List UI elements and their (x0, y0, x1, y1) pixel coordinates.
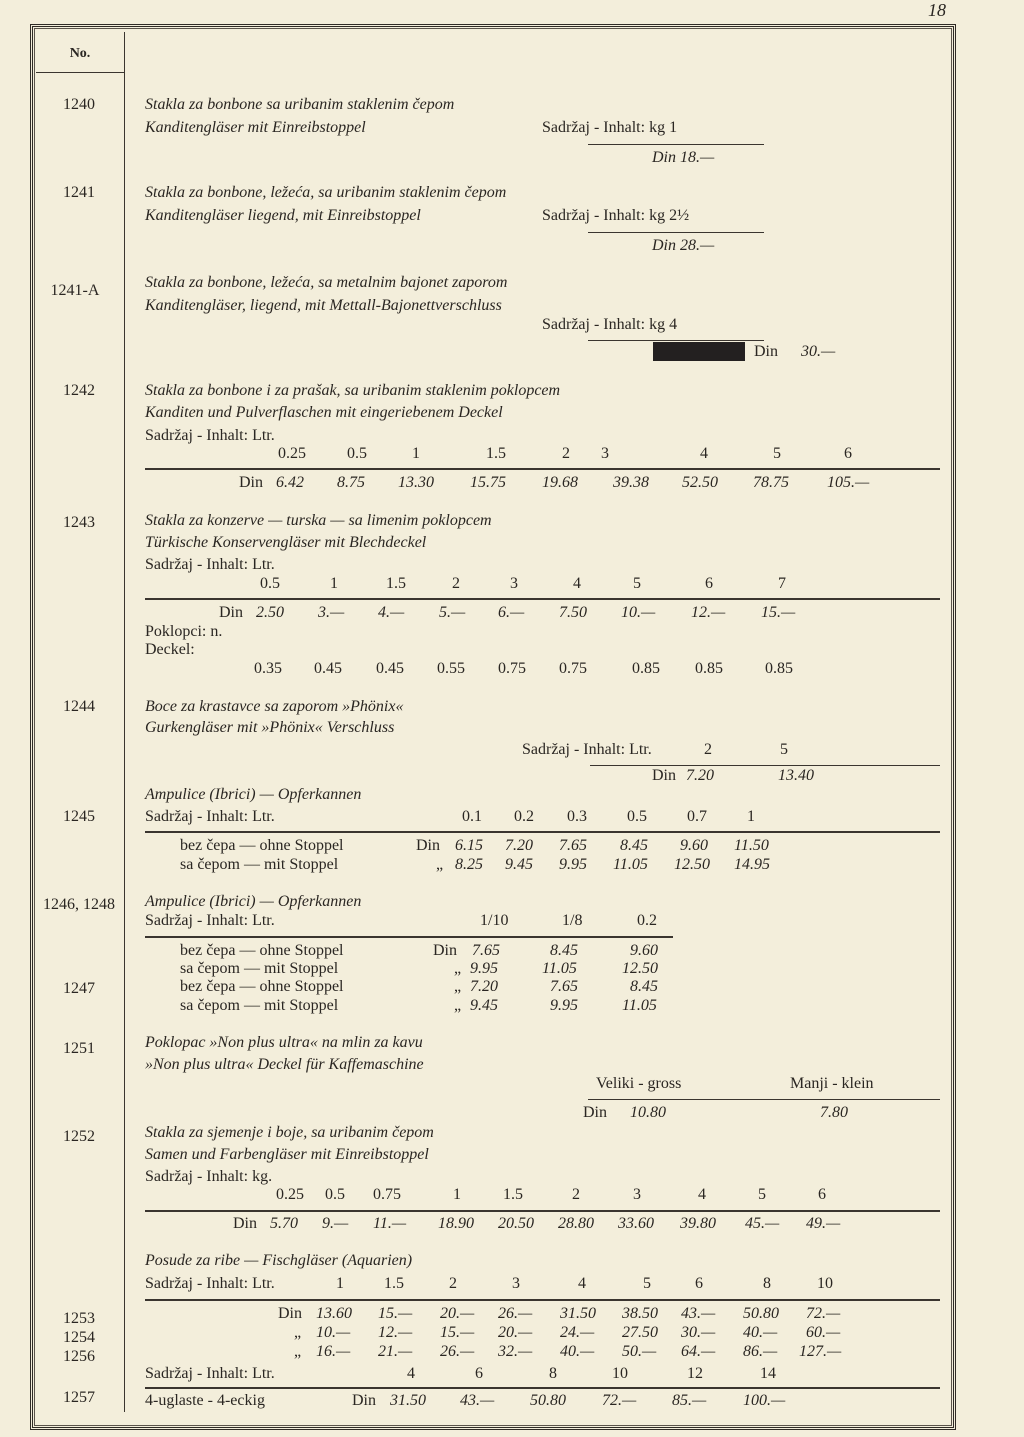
size-cell: 1/8 (562, 912, 583, 929)
price-cell: 3.— (318, 604, 345, 621)
price-cell: 9.60 (630, 942, 658, 959)
size-cell: 1.5 (386, 575, 406, 592)
price-label: Din (652, 767, 676, 784)
price-cell: 12.— (378, 1324, 413, 1341)
size-cell: 0.25 (276, 1186, 304, 1203)
item-title: Ampulice (Ibrici) — Opferkannen (145, 786, 362, 803)
price-cell: 9.95 (470, 960, 498, 977)
row-prefix: „ (294, 1324, 302, 1341)
price-cell: 45.— (745, 1215, 780, 1232)
price-cell: 50.— (622, 1343, 657, 1360)
redaction-block (653, 342, 745, 361)
price-cell: 86.— (743, 1343, 778, 1360)
capacity: Sadržaj - Inhalt: kg 1 (542, 119, 678, 136)
item-title-de: Gurkengläser mit »Phönix« Verschluss (145, 719, 395, 736)
size-cell: 1 (747, 808, 755, 825)
size-cell: 5 (780, 741, 788, 758)
price-cell: 50.80 (743, 1305, 779, 1322)
size-cell: 0.7 (687, 808, 707, 825)
size-cell: 14 (760, 1365, 776, 1382)
price-cell: 43.— (460, 1392, 495, 1409)
price-cell: 15.— (378, 1305, 413, 1322)
lids-label-de: Deckel: (145, 641, 195, 658)
size-cell: 4 (700, 445, 708, 462)
item-title-de: Kanditengläser liegend, mit Einreibstoppel (145, 207, 421, 224)
row-label: 4-uglaste - 4-eckig (145, 1392, 265, 1409)
lid-price-cell: 0.75 (498, 660, 526, 677)
size-cell: 1.5 (384, 1275, 404, 1292)
price-cell: 40.— (743, 1324, 778, 1341)
column-header-rule (36, 72, 124, 73)
row-label: sa čepom — mit Stoppel (180, 960, 339, 977)
item-number: 1244 (63, 698, 95, 715)
price-cell: 14.95 (734, 856, 770, 873)
size-cell: 0.5 (325, 1186, 345, 1203)
size-cell: 5 (773, 445, 781, 462)
price-cell: 6.— (498, 604, 525, 621)
size-cell: 0.2 (637, 912, 657, 929)
size-cell: 5 (633, 575, 641, 592)
price: Din 18.— (652, 149, 715, 166)
price-cell: 30.— (681, 1324, 716, 1341)
price-cell: 13.30 (398, 474, 434, 491)
rule (588, 144, 764, 145)
price-cell: 10.— (316, 1324, 351, 1341)
price-cell: 39.38 (613, 474, 649, 491)
price-cell: 52.50 (682, 474, 718, 491)
price-cell: 7.20 (505, 837, 533, 854)
price-cell: 15.75 (470, 474, 506, 491)
price-cell: 32.— (498, 1343, 533, 1360)
price-cell: 13.60 (316, 1305, 352, 1322)
price-cell: 72.— (806, 1305, 841, 1322)
capacity-label: Sadržaj - Inhalt: Ltr. (145, 1275, 275, 1292)
row-label: bez čepa — ohne Stoppel (180, 942, 344, 959)
price-cell: 50.80 (530, 1392, 566, 1409)
price-cell: 40.— (560, 1343, 595, 1360)
price-cell: 6.15 (455, 837, 483, 854)
item-number: 1241 (63, 184, 95, 201)
price-label: Din (352, 1392, 376, 1409)
size-cell: 4 (407, 1365, 415, 1382)
price-cell: 31.50 (560, 1305, 596, 1322)
item-title: Ampulice (Ibrici) — Opferkannen (145, 893, 362, 910)
size-cell: 2 (449, 1275, 457, 1292)
size-cell: 3 (512, 1275, 520, 1292)
price-cell: 7.50 (559, 604, 587, 621)
price-label: Din (583, 1104, 607, 1121)
size-cell: 5 (643, 1275, 651, 1292)
number-column-divider (124, 32, 125, 1412)
item-title-de: Kanditen und Pulverflaschen mit eingeriebenem Deckel (145, 404, 503, 421)
item-title-de: »Non plus ultra« Deckel für Kaffemaschine (145, 1056, 424, 1073)
item-number: 1245 (63, 808, 95, 825)
price-cell: 9.— (322, 1215, 349, 1232)
price-cell: 11.05 (613, 856, 648, 873)
row-label: sa čepom — mit Stoppel (180, 856, 339, 873)
price-cell: 20.50 (498, 1215, 534, 1232)
item-title-hr: Stakla za sjemenje i boje, sa uribanim čepom (145, 1124, 434, 1141)
price-cell: 127.— (799, 1343, 842, 1360)
size-cell: 3 (633, 1186, 641, 1203)
row-prefix: „ (454, 960, 462, 977)
rule (145, 831, 940, 833)
item-number: 1240 (63, 96, 95, 113)
item-title-hr: Stakla za bonbone sa uribanim staklenim čepom (145, 96, 455, 113)
row-label: sa čepom — mit Stoppel (180, 997, 339, 1014)
row-prefix: „ (436, 856, 444, 873)
size-cell: 4 (578, 1275, 586, 1292)
size-cell: 1.5 (503, 1186, 523, 1203)
size-cell: 1 (453, 1186, 461, 1203)
price-cell: 7.65 (472, 942, 500, 959)
lid-price-cell: 0.55 (437, 660, 465, 677)
rule (588, 1099, 940, 1100)
price-cell: 38.50 (622, 1305, 658, 1322)
capacity-label: Sadržaj - Inhalt: kg. (145, 1168, 273, 1185)
lid-price-cell: 0.45 (376, 660, 404, 677)
item-title-de: Türkische Konservengläser mit Blechdeckel (145, 534, 427, 551)
price-cell: 9.95 (559, 856, 587, 873)
size-cell: 1/10 (480, 912, 509, 929)
lid-price-cell: 0.75 (559, 660, 587, 677)
size-cell: 0.5 (347, 445, 367, 462)
row-label: bez čepa — ohne Stoppel (180, 837, 344, 854)
item-number: 1251 (63, 1040, 95, 1057)
price-label: Din (239, 474, 263, 491)
price-cell: 9.60 (680, 837, 708, 854)
rule (588, 340, 764, 341)
item-number: 1247 (63, 980, 95, 997)
price-cell: 21.— (378, 1343, 413, 1360)
price-cell: 9.95 (550, 997, 578, 1014)
item-title-hr: Stakla za bonbone, ležeća, sa uribanim staklenim čepom (145, 184, 507, 201)
capacity: Sadržaj - Inhalt: kg 2½ (542, 207, 690, 224)
lid-price-cell: 0.85 (632, 660, 660, 677)
price-cell: 8.45 (630, 978, 658, 995)
size-cell: 0.2 (514, 808, 534, 825)
price-cell: 24.— (560, 1324, 595, 1341)
price-cell: 7.20 (686, 767, 714, 784)
price-cell: 15.— (761, 604, 796, 621)
rule (145, 936, 673, 938)
item-title-hr: Stakla za bonbone i za prašak, sa uribanim staklenim poklopcem (145, 382, 561, 399)
price-cell: 16.— (316, 1343, 351, 1360)
price-cell: 39.80 (680, 1215, 716, 1232)
capacity-label: Sadržaj - Inhalt: Ltr. (145, 1365, 275, 1382)
size-cell: 7 (778, 575, 786, 592)
size-cell: 6 (844, 445, 852, 462)
lids-label-hr: Poklopci: n. (145, 623, 223, 640)
size-cell: 6 (475, 1365, 483, 1382)
size-cell: 6 (695, 1275, 703, 1292)
capacity: Sadržaj - Inhalt: kg 4 (542, 316, 678, 333)
rule (590, 765, 940, 766)
price-cell: 43.— (681, 1305, 716, 1322)
price-label: Din (754, 343, 778, 360)
capacity-label: Sadržaj - Inhalt: Ltr. (145, 808, 275, 825)
price-cell: 33.60 (618, 1215, 654, 1232)
row-prefix: Din (278, 1305, 302, 1322)
price-cell: 6.42 (276, 474, 304, 491)
price-cell: 64.— (681, 1343, 716, 1360)
size-cell: 1.5 (486, 445, 506, 462)
variant-label: Veliki - gross (596, 1075, 682, 1092)
item-number: 1241-A (50, 282, 100, 299)
size-cell: 2 (562, 445, 570, 462)
price-cell: 72.— (602, 1392, 637, 1409)
size-cell: 3 (510, 575, 518, 592)
price-cell: 7.65 (559, 837, 587, 854)
price-cell: 4.— (378, 604, 405, 621)
capacity-label: Sadržaj - Inhalt: Ltr. (145, 427, 275, 444)
size-cell: 4 (573, 575, 581, 592)
price-cell: 85.— (672, 1392, 707, 1409)
item-number: 1242 (63, 382, 95, 399)
price-cell: 5.70 (270, 1215, 298, 1232)
item-number: 1253 (63, 1310, 95, 1327)
price-cell: 7.65 (550, 978, 578, 995)
item-number: 1243 (63, 514, 95, 531)
size-cell: 0.75 (373, 1186, 401, 1203)
rule (145, 1387, 940, 1389)
size-cell: 10 (817, 1275, 833, 1292)
item-title-hr: Stakla za bonbone, ležeća, sa metalnim bajonet zaporom (145, 274, 508, 291)
rule (145, 1210, 940, 1212)
price-cell: 26.— (440, 1343, 475, 1360)
item-title-hr: Stakla za konzerve — turska — sa limenim poklopcem (145, 512, 492, 529)
price-cell: 10.80 (630, 1104, 666, 1121)
price-cell: 27.50 (622, 1324, 658, 1341)
capacity-label: Sadržaj - Inhalt: Ltr. (145, 912, 275, 929)
price-cell: 9.45 (505, 856, 533, 873)
price-cell: 8.45 (550, 942, 578, 959)
price-cell: 11.05 (542, 960, 577, 977)
size-cell: 6 (818, 1186, 826, 1203)
lid-price-cell: 0.35 (254, 660, 282, 677)
price-cell: 12.— (691, 604, 726, 621)
column-header-no: No. (69, 46, 91, 61)
size-cell: 1 (330, 575, 338, 592)
item-number: 1257 (63, 1389, 95, 1406)
rule (145, 598, 940, 600)
row-prefix: „ (294, 1343, 302, 1360)
price-cell: 12.50 (622, 960, 658, 977)
price-cell: 18.90 (438, 1215, 474, 1232)
price-cell: 13.40 (778, 767, 814, 784)
size-cell: 1 (336, 1275, 344, 1292)
price-cell: 7.80 (820, 1104, 848, 1121)
lid-price-cell: 0.45 (314, 660, 342, 677)
price-cell: 78.75 (753, 474, 789, 491)
size-cell: 3 (601, 445, 609, 462)
section-title: Posude za ribe — Fischgläser (Aquarien) (145, 1252, 413, 1269)
size-cell: 12 (687, 1365, 703, 1382)
price-cell: 8.45 (620, 837, 648, 854)
price-label: Din (233, 1215, 257, 1232)
item-title-de: Kanditengläser, liegend, mit Mettall-Bajonettverschluss (145, 297, 502, 314)
price-cell: 105.— (827, 474, 870, 491)
price-cell: 15.— (440, 1324, 475, 1341)
size-cell: 0.5 (627, 808, 647, 825)
size-cell: 2 (572, 1186, 580, 1203)
variant-label: Manji - klein (790, 1075, 874, 1092)
size-cell: 10 (612, 1365, 628, 1382)
size-cell: 1 (412, 445, 420, 462)
price-cell: 7.20 (470, 978, 498, 995)
size-cell: 0.3 (567, 808, 587, 825)
item-title-hr: Boce za krastavce sa zaporom »Phönix« (145, 698, 404, 715)
price-cell: 20.— (498, 1324, 533, 1341)
item-number: 1246, 1248 (43, 896, 115, 913)
price-cell: 11.05 (622, 997, 657, 1014)
price-cell: 28.80 (558, 1215, 594, 1232)
capacity-label: Sadržaj - Inhalt: Ltr. (145, 556, 275, 573)
row-label: bez čepa — ohne Stoppel (180, 978, 344, 995)
price-cell: 100.— (743, 1392, 786, 1409)
row-prefix: Din (416, 837, 440, 854)
price: 30.— (801, 343, 836, 360)
price-label: Din (219, 604, 243, 621)
size-cell: 0.5 (260, 575, 280, 592)
page-number: 18 (928, 0, 946, 20)
price-cell: 8.25 (455, 856, 483, 873)
rule (588, 232, 764, 233)
price-cell: 8.75 (337, 474, 365, 491)
row-prefix: „ (454, 978, 462, 995)
price: Din 28.— (652, 237, 715, 254)
size-cell: 0.1 (462, 808, 482, 825)
size-cell: 8 (763, 1275, 771, 1292)
price-cell: 10.— (621, 604, 656, 621)
size-cell: 5 (758, 1186, 766, 1203)
price-cell: 60.— (806, 1324, 841, 1341)
item-title-de: Kanditengläser mit Einreibstoppel (145, 119, 366, 136)
price-cell: 11.50 (734, 837, 769, 854)
rule (145, 1299, 940, 1301)
size-cell: 8 (549, 1365, 557, 1382)
price-cell: 2.50 (256, 604, 284, 621)
size-cell: 4 (698, 1186, 706, 1203)
size-cell: 2 (704, 741, 712, 758)
price-cell: 12.50 (674, 856, 710, 873)
item-title-de: Samen und Farbengläser mit Einreibstoppel (145, 1146, 429, 1163)
price-cell: 9.45 (470, 997, 498, 1014)
lid-price-cell: 0.85 (765, 660, 793, 677)
item-title-hr: Poklopac »Non plus ultra« na mlin za kavu (145, 1034, 423, 1051)
row-prefix: „ (454, 997, 462, 1014)
price-cell: 49.— (806, 1215, 841, 1232)
price-cell: 31.50 (390, 1392, 426, 1409)
price-cell: 5.— (439, 604, 466, 621)
size-cell: 0.25 (278, 445, 306, 462)
price-cell: 19.68 (542, 474, 578, 491)
size-cell: 6 (705, 575, 713, 592)
rule (145, 468, 940, 470)
price-cell: 26.— (498, 1305, 533, 1322)
row-prefix: Din (433, 942, 457, 959)
price-cell: 11.— (373, 1215, 407, 1232)
item-number: 1256 (63, 1348, 95, 1365)
item-number: 1254 (63, 1329, 95, 1346)
lid-price-cell: 0.85 (695, 660, 723, 677)
capacity-label: Sadržaj - Inhalt: Ltr. (522, 741, 652, 758)
item-number: 1252 (63, 1128, 95, 1145)
price-cell: 20.— (440, 1305, 475, 1322)
size-cell: 2 (452, 575, 460, 592)
